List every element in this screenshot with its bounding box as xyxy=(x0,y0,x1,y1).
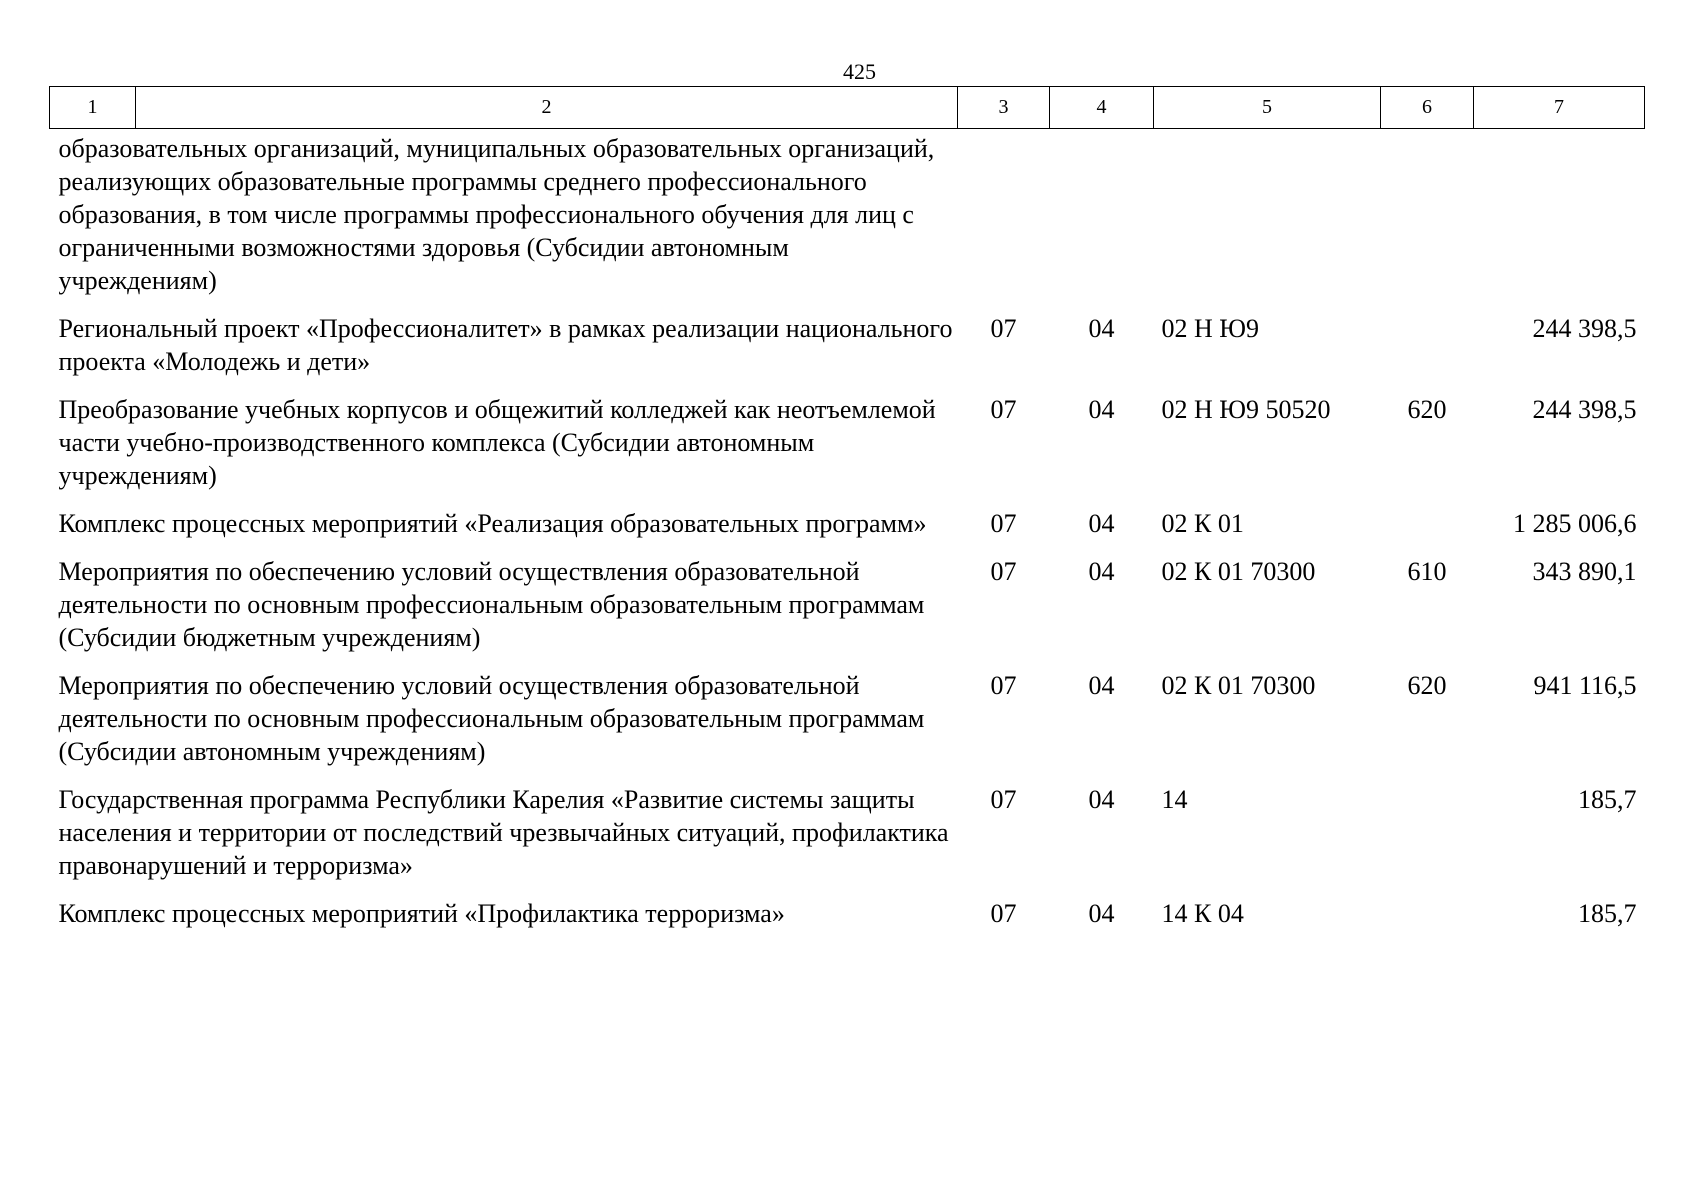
header-row xyxy=(50,87,1645,129)
row-target-article xyxy=(1154,129,1381,313)
row-expense-type: 620 xyxy=(1407,395,1447,424)
row-target-article: 02 К 01 70300 xyxy=(1161,671,1316,700)
row-target-article: 14 К 04 xyxy=(1161,899,1244,928)
row-expense-type xyxy=(1381,897,1474,945)
column-header-6: 6 xyxy=(1381,87,1474,129)
row-description: Мероприятия по обеспечению условий осуществления образовательной деятельности по основным профессиональным образовательным программам (Субсидии бюджетным учреждениям) xyxy=(58,557,925,652)
row-subsection: 04 xyxy=(1088,899,1115,928)
row-description: Региональный проект «Профессионалитет» в рамках реализации национального проекта «Молодежь и дети» xyxy=(58,314,953,376)
row-expense-type xyxy=(1381,783,1474,897)
row-expense-type: 620 xyxy=(1407,671,1447,700)
row-target-article: 02 К 01 xyxy=(1161,509,1244,538)
row-description: Комплекс процессных мероприятий «Профилактика терроризма» xyxy=(58,899,785,928)
table-row xyxy=(50,783,1645,897)
row-section: 07 xyxy=(990,314,1017,343)
table-row xyxy=(50,507,1645,555)
row-subsection: 04 xyxy=(1088,509,1115,538)
row-amount: 343 890,1 xyxy=(1532,557,1637,586)
table-row xyxy=(50,669,1645,783)
table-row xyxy=(50,555,1645,669)
row-amount: 1 285 006,6 xyxy=(1513,509,1637,538)
row-amount: 244 398,5 xyxy=(1532,395,1637,424)
column-header-3: 3 xyxy=(958,87,1050,129)
column-header-1: 1 xyxy=(50,87,136,129)
column-header-4: 4 xyxy=(1050,87,1154,129)
table-body xyxy=(50,129,1645,946)
row-subsection: 04 xyxy=(1088,671,1115,700)
table-row xyxy=(50,312,1645,393)
row-target-article: 14 xyxy=(1161,785,1188,814)
row-expense-type xyxy=(1381,129,1474,313)
row-target-article: 02 К 01 70300 xyxy=(1161,557,1316,586)
row-amount: 185,7 xyxy=(1578,785,1637,814)
row-description: Комплекс процессных мероприятий «Реализация образовательных программ» xyxy=(58,509,927,538)
row-section: 07 xyxy=(990,899,1017,928)
table-header xyxy=(50,87,1645,129)
row-expense-type xyxy=(1381,507,1474,555)
table-row xyxy=(50,129,1645,313)
row-description: Мероприятия по обеспечению условий осуществления образовательной деятельности по основным профессиональным образовательным программам (Субсидии автономным учреждениям) xyxy=(58,671,925,766)
row-subsection: 04 xyxy=(1088,314,1115,343)
row-section: 07 xyxy=(990,785,1017,814)
row-section: 07 xyxy=(990,395,1017,424)
table-row xyxy=(50,897,1645,945)
row-expense-type xyxy=(1381,312,1474,393)
row-description: образовательных организаций, муниципальных образовательных организаций, реализующих образовательные программы среднего профессионального образования, в том числе программы профессионального обучения для лиц с ограниченными возможностями здоровья (Субсидии автономным учреждениям) xyxy=(58,134,935,295)
row-amount: 185,7 xyxy=(1578,899,1637,928)
row-section xyxy=(958,129,1050,313)
row-description: Государственная программа Республики Карелия «Развитие системы защиты населения и территории от последствий чрезвычайных ситуаций, профилактика правонарушений и терроризма» xyxy=(58,785,949,880)
page-number: 425 xyxy=(843,59,876,84)
row-section: 07 xyxy=(990,509,1017,538)
row-amount xyxy=(1474,129,1645,313)
row-subsection: 04 xyxy=(1088,785,1115,814)
column-header-2: 2 xyxy=(136,87,958,129)
row-subsection: 04 xyxy=(1088,395,1115,424)
row-description: Преобразование учебных корпусов и общежитий колледжей как неотъемлемой части учебно-производственного комплекса (Субсидии автономным учреждениям) xyxy=(58,395,936,490)
row-section: 07 xyxy=(990,557,1017,586)
row-section: 07 xyxy=(990,671,1017,700)
row-amount: 941 116,5 xyxy=(1533,671,1637,700)
table-row xyxy=(50,393,1645,507)
row-expense-type: 610 xyxy=(1407,557,1447,586)
column-header-7: 7 xyxy=(1474,87,1645,129)
row-amount: 244 398,5 xyxy=(1532,314,1637,343)
row-target-article: 02 Н Ю9 xyxy=(1161,314,1259,343)
column-header-5: 5 xyxy=(1154,87,1381,129)
row-target-article: 02 Н Ю9 50520 xyxy=(1161,395,1331,424)
row-subsection xyxy=(1050,129,1154,313)
row-subsection: 04 xyxy=(1088,557,1115,586)
budget-table xyxy=(49,86,1645,945)
